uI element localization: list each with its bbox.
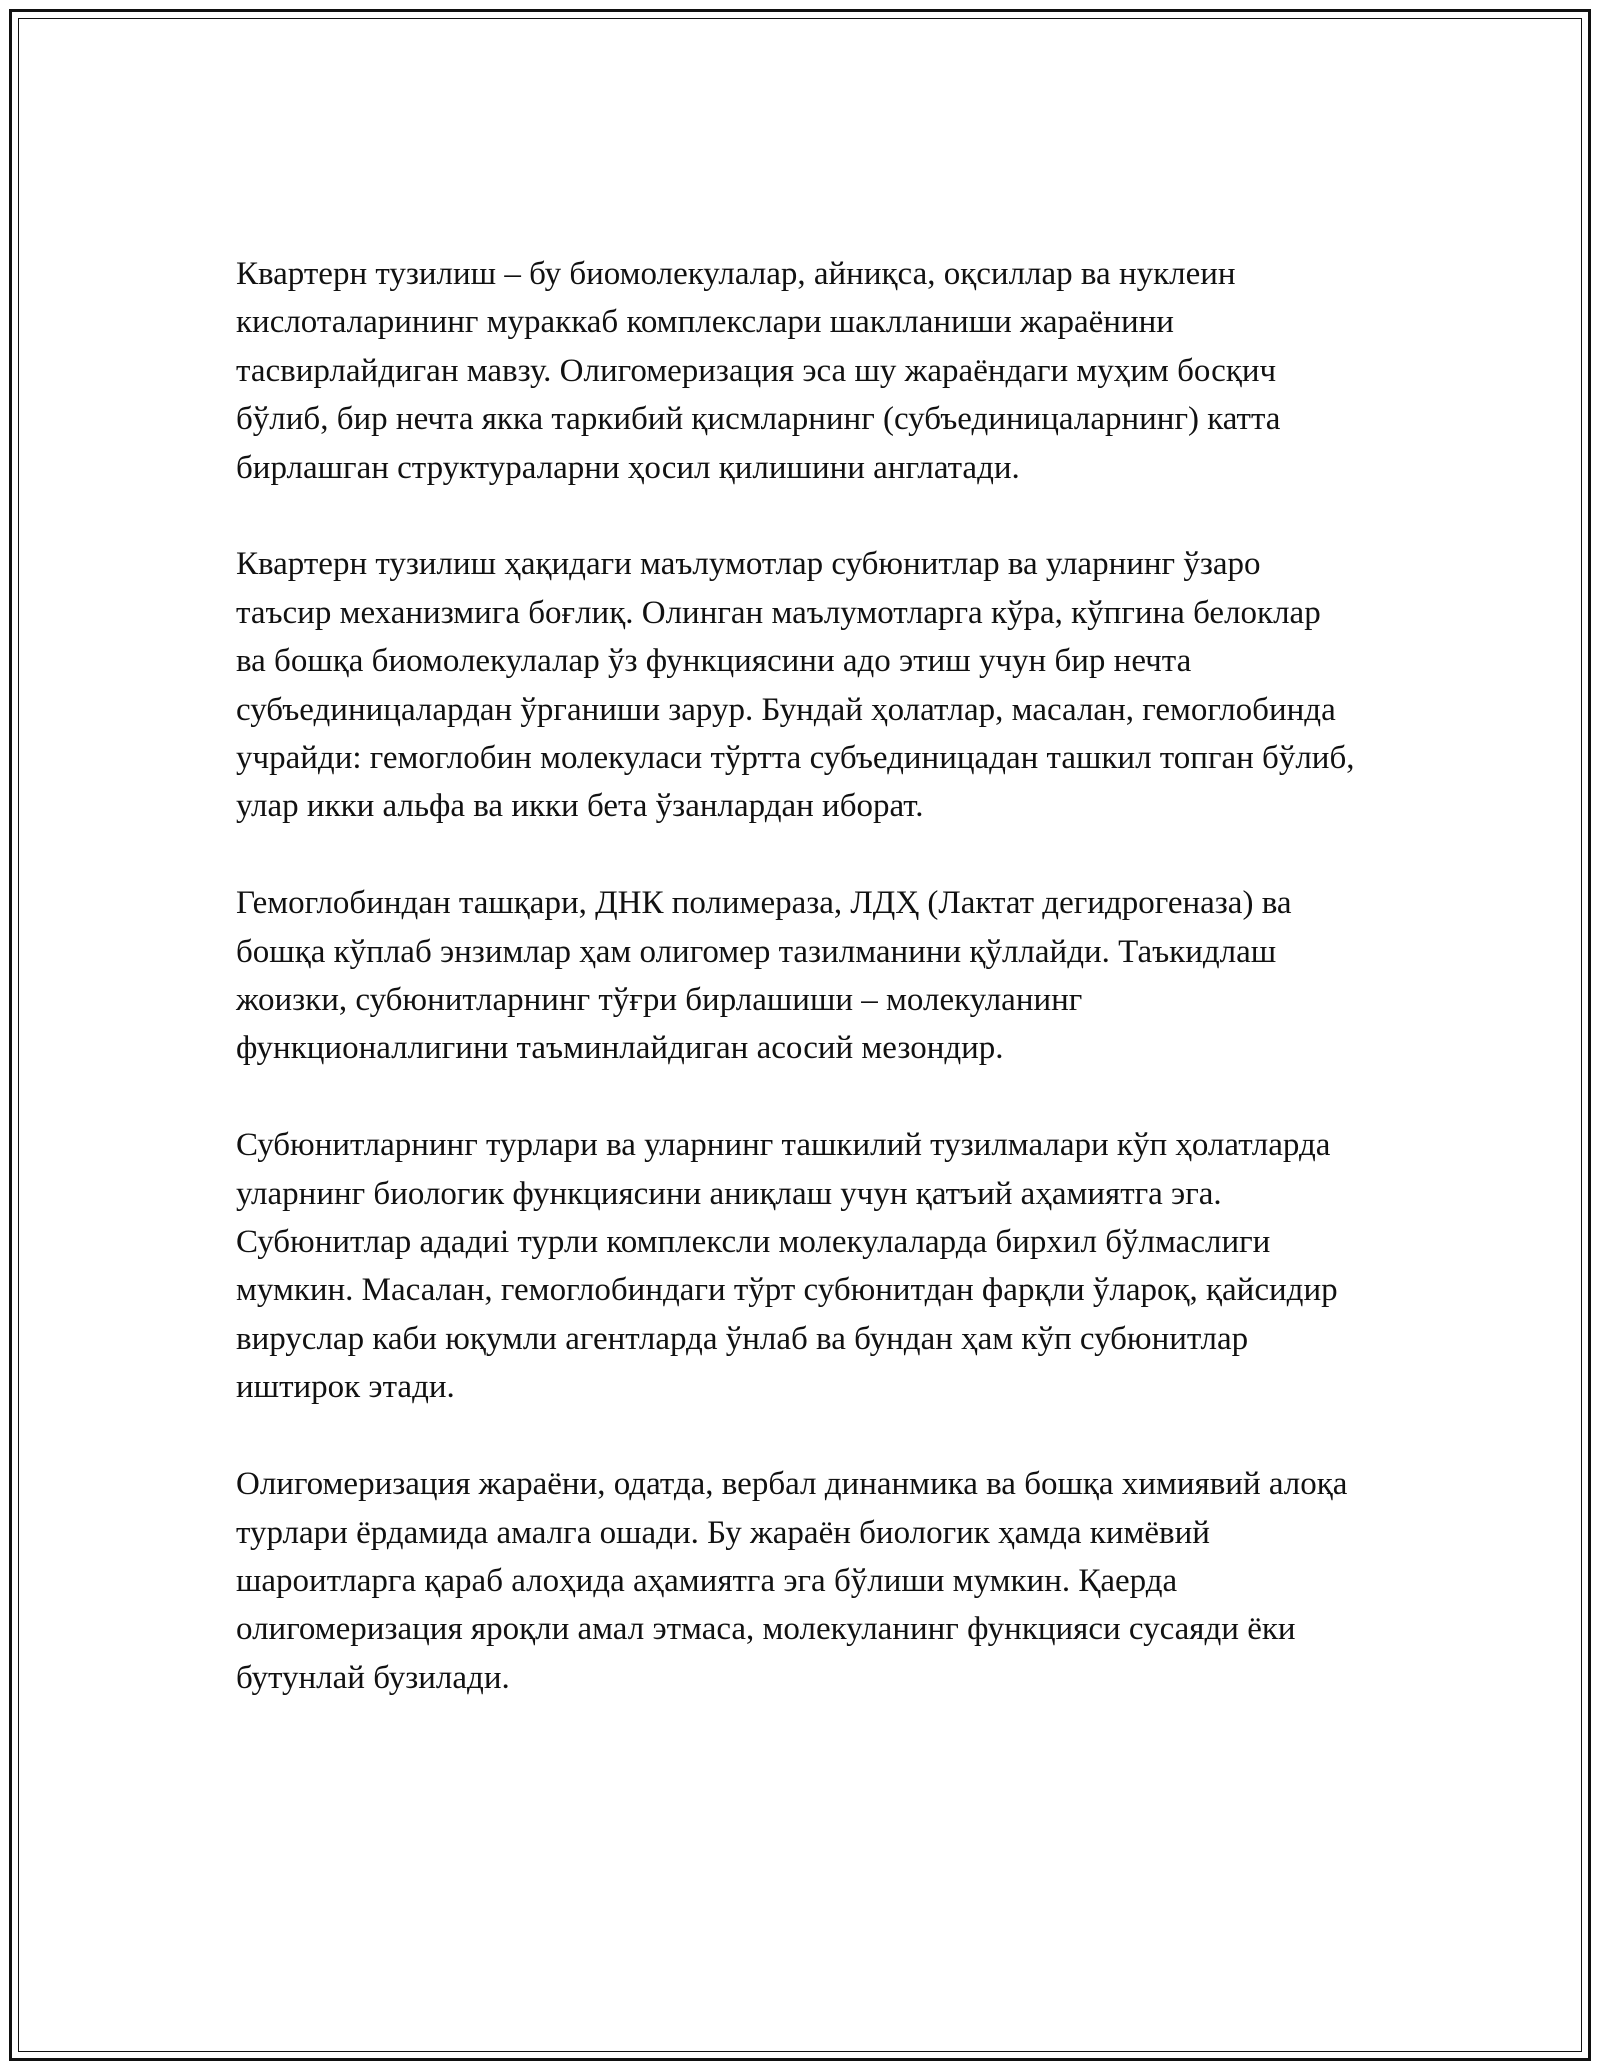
- paragraph-5: Олигомеризация жараёни, одатда, вербал динанмика ва бошқа химиявий алоқа турлари ёрдамида амалга ошади. Бу жараён биологик ҳамда кимёвий шароитларга қараб алоҳида аҳамиятга эга бўлиши мумкин. Қаерда олигомеризация яроқли амал этмаса, молекуланинг функцияси сусаяди ёки бутунлай бузилади.: [236, 1466, 1348, 1696]
- paragraph-2: Квартерн тузилиш ҳақидаги маълумотлар субюнитлар ва уларнинг ўзаро таъсир механизмига боғлиқ. Олинган маълумотларга кўра, кўпгина белоклар ва бошқа биомолекулалар ўз функциясини адо этиш учун бир нечта субъединицалардан ўрганиши зарур. Бундай ҳолатлар, масалан, гемоглобинда учрайди: гемоглобин молекуласи тўртта субъединицадан ташкил топган бўлиб, улар икки альфа ва икки бета ўзанлардан иборат.: [236, 546, 1355, 825]
- paragraph-1: Квартерн тузилиш – бу биомолекулалар, айниқса, оқсиллар ва нуклеин кислоталарининг мураккаб комплекслари шаклланиши жараёнини тасвирлайдиган мавзу. Олигомеризация эса шу жараёндаги муҳим босқич бўлиб, бир нечта якка таркибий қисмларнинг (субъединицаларнинг) катта бирлашган структураларни ҳосил қилишини англатади.: [236, 256, 1281, 486]
- paragraph-3: Гемоглобиндан ташқари, ДНК полимераза, ЛДҲ (Лактат дегидрогеназа) ва бошқа кўплаб энзимлар ҳам олигомер тазилманини қўллайди. Таъкидлаш жоизки, субюнитларнинг тўғри бирлашиши – молекуланинг функционаллигини таъминлайдиган асосий мезондир.: [236, 885, 1292, 1067]
- document-body: [236, 250, 1356, 1751]
- paragraph-4: Субюнитларнинг турлари ва уларнинг ташкилий тузилмалари кўп ҳолатларда уларнинг биологик функциясини аниқлаш учун қатъий аҳамиятга эга. Субюнитлар ададиi турли комплексли молекулаларда бирхил бўлмаслиги мумкин. Масалан, гемоглобиндаги тўрт субюнитдан фарқли ўлароқ, қайсидир вируслар каби юқумли агентларда ўнлаб ва бундан ҳам кўп субюнитлар иштирок этади.: [236, 1127, 1338, 1406]
